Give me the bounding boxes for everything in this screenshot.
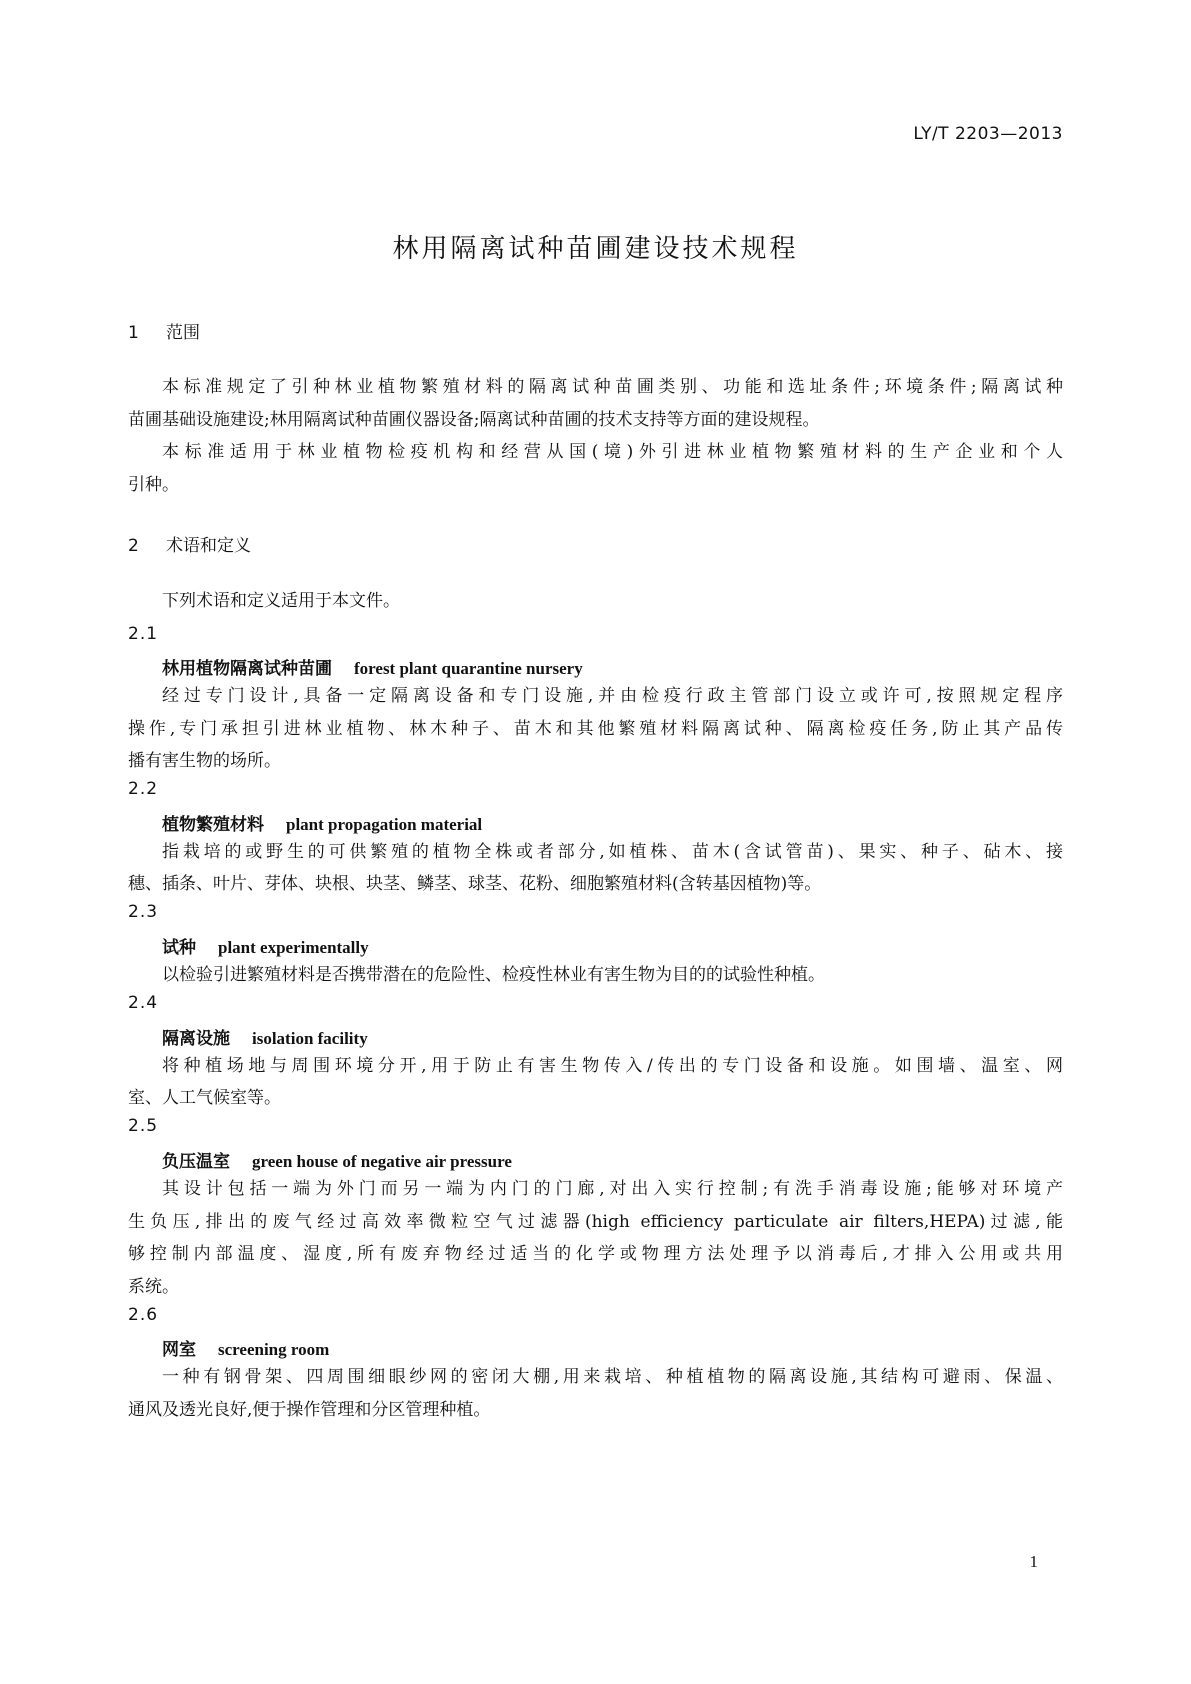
term-en: plant experimentally [218,938,369,957]
paragraph-line: 本标准规定了引种林业植物繁殖材料的隔离试种苗圃类别、功能和选址条件;环境条件;隔离试种 [162,377,1063,397]
paragraph-line: 通风及透光良好,便于操作管理和分区管理种植。 [128,1400,491,1420]
section-heading-scope [128,318,200,343]
term-cn: 试种 [162,938,196,958]
section-title: 范围 [166,323,200,343]
clause-number: 2.1 [128,624,159,644]
clause-number: 2.2 [128,779,159,799]
term-en: green house of negative air pressure [252,1152,512,1171]
standard-code: LY/T 2203—2013 [913,124,1063,144]
term-cn: 负压温室 [162,1152,230,1172]
term-heading [162,810,482,835]
section-number: 1 [128,323,139,343]
paragraph-line: 将种植场地与周围环境分开,用于防止有害生物传入/传出的专门设备和设施。如围墙、温室、网 [162,1056,1063,1076]
section-number: 2 [128,536,139,556]
paragraph-line: 下列术语和定义适用于本文件。 [162,591,400,611]
term-en: isolation facility [252,1029,368,1048]
paragraph-line: 指栽培的或野生的可供繁殖的植物全株或者部分,如植株、苗木(含试管苗)、果实、种子、砧木、接 [162,842,1063,862]
term-heading [162,1335,329,1360]
section-title: 术语和定义 [166,536,251,556]
paragraph-line: 经过专门设计,具备一定隔离设备和专门设施,并由检疫行政主管部门设立或许可,按照规定程序 [162,686,1063,706]
paragraph-line: 引种。 [128,475,179,495]
paragraph-line: 苗圃基础设施建设;林用隔离试种苗圃仪器设备;隔离试种苗圃的技术支持等方面的建设规程。 [128,410,820,430]
term-cn: 隔离设施 [162,1029,230,1049]
term-heading [162,1147,512,1172]
paragraph-line: 本标准适用于林业植物检疫机构和经营从国(境)外引进林业植物繁殖材料的生产企业和个人 [162,442,1063,462]
section-heading-terms [128,531,251,556]
paragraph-line: 一种有钢骨架、四周围细眼纱网的密闭大棚,用来栽培、种植植物的隔离设施,其结构可避雨、保温、 [162,1367,1063,1387]
term-cn: 网室 [162,1340,196,1360]
document-title: 林用隔离试种苗圃建设技术规程 [392,234,799,264]
term-cn: 植物繁殖材料 [162,815,264,835]
term-en: screening room [218,1340,330,1359]
paragraph-line: 以检验引进繁殖材料是否携带潜在的危险性、检疫性林业有害生物为目的的试验性种植。 [162,965,825,985]
paragraph-line: 室、人工气候室等。 [128,1088,281,1108]
term-en: forest plant quarantine nursery [354,659,583,678]
paragraph-line: 穗、插条、叶片、芽体、块根、块茎、鳞茎、球茎、花粉、细胞繁殖材料(含转基因植物)等。 [128,874,822,894]
term-heading [162,654,583,679]
paragraph-line: 播有害生物的场所。 [128,751,281,771]
clause-number: 2.3 [128,902,159,922]
term-heading [162,1024,368,1049]
term-en: plant propagation material [286,815,483,834]
paragraph-line: 其设计包括一端为外门而另一端为内门的门廊,对出入实行控制;有洗手消毒设施;能够对环境产 [162,1179,1063,1199]
clause-number: 2.6 [128,1305,159,1325]
page-number: 1 [1029,1552,1038,1571]
paragraph-line: 操作,专门承担引进林业植物、林木种子、苗木和其他繁殖材料隔离试种、隔离检疫任务,防止其产品传 [128,719,1063,739]
clause-number: 2.5 [128,1116,159,1136]
paragraph-line: 系统。 [128,1277,179,1297]
paragraph-line: 够控制内部温度、湿度,所有废弃物经过适当的化学或物理方法处理予以消毒后,才排入公用或共用 [128,1244,1063,1264]
term-cn: 林用植物隔离试种苗圃 [162,659,332,679]
clause-number: 2.4 [128,993,159,1013]
paragraph-line: 生负压,排出的废气经过高效率微粒空气过滤器(high efficiency particulate air filters,HEPA)过滤,能 [128,1212,1063,1232]
term-heading [162,933,369,958]
